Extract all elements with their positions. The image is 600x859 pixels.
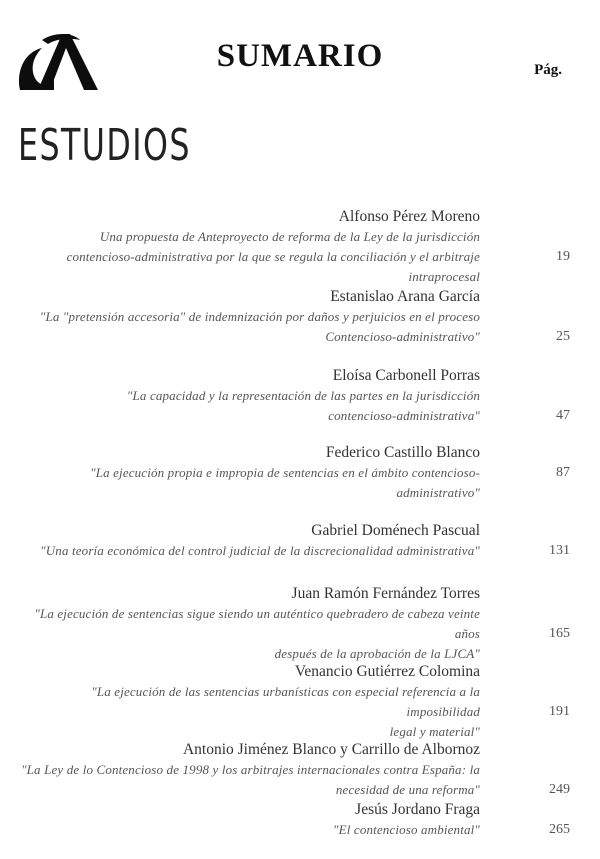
toc-entry [18,366,480,426]
entry-author: Federico Castillo Blanco [325,444,480,461]
entry-page-number: 249 [549,782,570,797]
toc-entry [18,662,480,742]
entry-title-line: "El contencioso ambiental" [333,822,480,837]
toc-entry [18,287,480,347]
entry-title-line: "La ejecución de las sentencias urbanísticas con especial referencia a la imposibilidad [91,684,480,719]
entry-author: Antonio Jiménez Blanco y Carrillo de Albornoz [182,741,480,758]
entry-author: Estanislao Arana García [330,288,480,305]
entry-title-line: "La Ley de lo Contencioso de 1998 y los arbitrajes internacionales contra España: la [21,762,480,777]
entry-author: Alfonso Pérez Moreno [338,208,480,225]
entry-page-number: 87 [556,465,570,480]
entry-page-number: 47 [556,408,570,423]
entry-author: Juan Ramón Fernández Torres [291,585,480,602]
toc-entry [18,740,480,800]
toc-entry [18,207,480,287]
section-title: ESTUDIOS [18,120,191,171]
entry-page-number: 191 [549,704,570,719]
entry-page-number: 165 [549,626,570,641]
page-title: SUMARIO [216,38,384,74]
entry-page-number: 131 [549,543,570,558]
entry-title-line: necesidad de una reforma" [335,782,480,797]
toc-entry [18,800,480,840]
entry-author: Eloísa Carbonell Porras [332,367,480,384]
entry-title-line: "La ejecución propia e impropia de sentencias en el ámbito contencioso-administrativo" [90,465,480,500]
toc-entry [18,584,480,664]
entry-title-line: "La "pretensión accesoria" de indemnización por daños y perjuicios en el proceso [39,309,480,324]
entry-title-line: legal y material" [389,724,480,739]
entry-title-line: contencioso-administrativa" [328,408,480,423]
toc-entry [18,521,480,561]
entry-title-line: "La ejecución de sentencias sigue siendo un auténtico quebradero de cabeza veinte años [34,606,480,641]
entry-author: Jesús Jordano Fraga [355,801,480,818]
entry-title-line: Una propuesta de Anteproyecto de reforma de la Ley de la jurisdicción [99,229,480,244]
entry-title-line: Contencioso-administrativo" [325,329,480,344]
entry-page-number: 25 [556,329,570,344]
entry-author: Gabriel Doménech Pascual [311,522,480,539]
entry-page-number: 19 [556,249,570,264]
entry-author: Venancio Gutiérrez Colomina [294,663,480,680]
entry-title-line: contencioso-administrativa por la que se regula la conciliación y el arbitraje intraprocesal [66,249,480,284]
entry-title-line: después de la aprobación de la LJCA" [274,646,480,661]
entry-title-line: "La capacidad y la representación de las partes en la jurisdicción [126,388,480,403]
page-column-label: Pág. [534,62,562,78]
toc-entry [18,443,480,503]
entry-title-line: "Una teoría económica del control judicial de la discrecionalidad administrativa" [40,543,480,558]
entry-page-number: 265 [549,822,570,837]
